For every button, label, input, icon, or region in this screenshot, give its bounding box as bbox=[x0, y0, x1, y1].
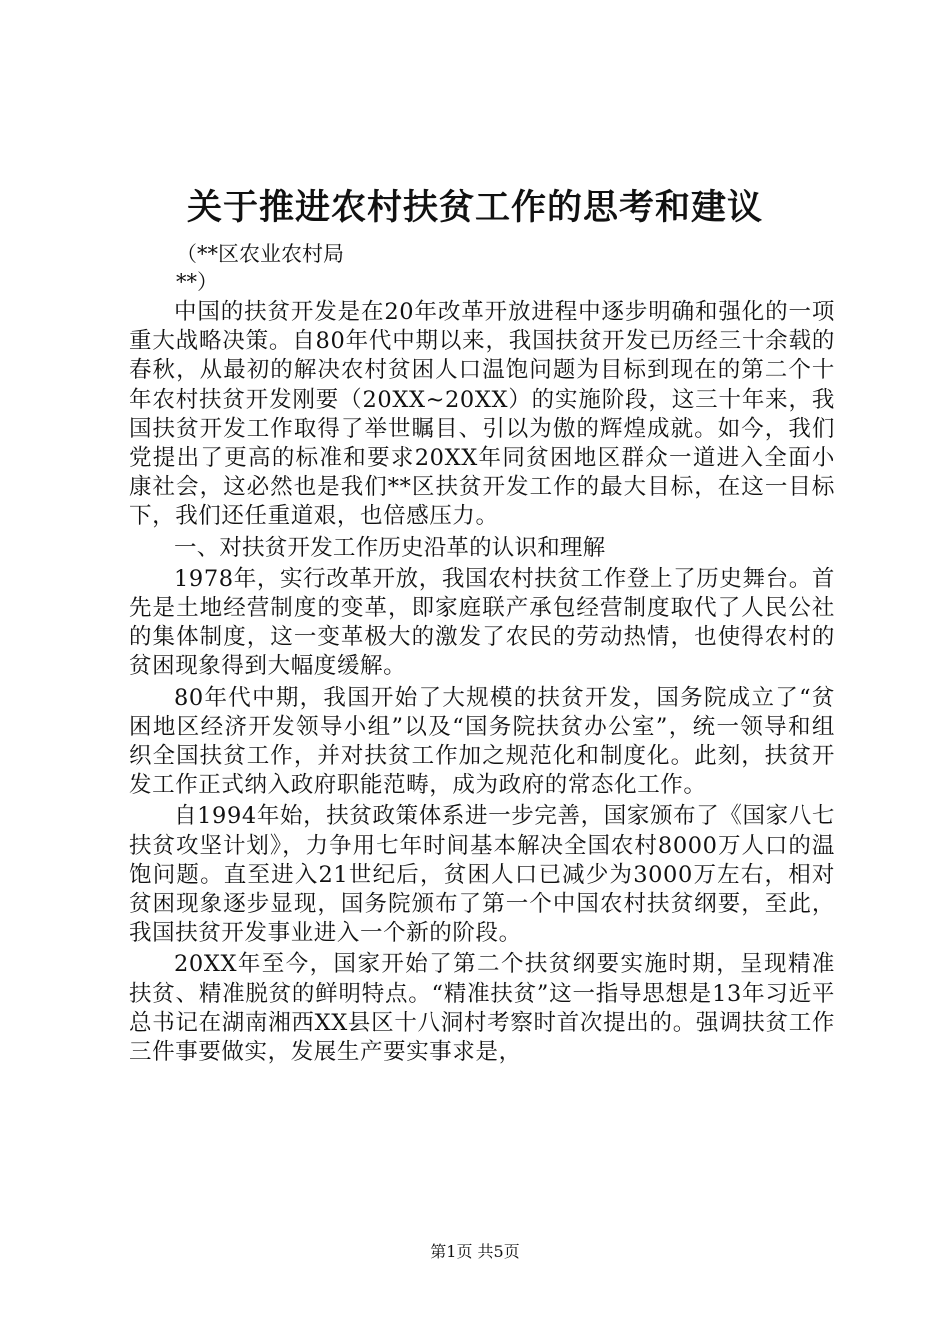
author-line-1: （**区农业农村局 bbox=[176, 242, 344, 266]
paragraph-1994: 自1994年始，扶贫政策体系进一步完善，国家颁布了《国家八七扶贫攻坚计划》，力争用七年时间基本解决全国农村8000万人口的温饱问题。直至进入21世纪后，贫困人口已减少为3000万左右，相对贫困现象逐步显现，国务院颁布了第一个中国农村扶贫纲要，至此，我国扶贫开发事业进入一个新的阶段。 bbox=[129, 803, 835, 947]
paragraph-80s: 80年代中期，我国开始了大规模的扶贫开发，国务院成立了“贫困地区经济开发领导小组”以及“国务院扶贫办公室”，统一领导和组织全国扶贫工作，并对扶贫工作加之规范化和制度化。此刻，扶贫开发工作正式纳入政府职能范畴，成为政府的常态化工作。 bbox=[129, 684, 835, 799]
document-body bbox=[129, 298, 835, 1067]
page-footer: 第1页 共5页 bbox=[430, 1242, 520, 1261]
paragraph-20xx: 20XX年至今，国家开始了第二个扶贫纲要实施时期，呈现精准扶贫、精准脱贫的鲜明特点。“精准扶贫”这一指导思想是13年习近平总书记在湖南湘西XX县区十八洞村考察时首次提出的。强调扶贫工作三件事要做实，发展生产要实事求是， bbox=[129, 951, 835, 1066]
paragraph-1978: 1978年，实行改革开放，我国农村扶贫工作登上了历史舞台。首先是土地经营制度的变革，即家庭联产承包经营制度取代了人民公社的集体制度，这一变革极大的激发了农民的劳动热情，也使得农村的贫困现象得到大幅度缓解。 bbox=[129, 565, 835, 680]
section-heading-1: 一、对扶贫开发工作历史沿革的认识和理解 bbox=[174, 534, 606, 561]
document-title: 关于推进农村扶贫工作的思考和建议 bbox=[186, 187, 763, 228]
author-line-2: **） bbox=[176, 270, 218, 294]
paragraph-intro: 中国的扶贫开发是在20年改革开放进程中逐步明确和强化的一项重大战略决策。自80年代中期以来，我国扶贫开发已历经三十余载的春秋，从最初的解决农村贫困人口温饱问题为目标到现在的第二个十年农村扶贫开发刚要（20XX~20XX）的实施阶段，这三十年来，我国扶贫开发工作取得了举世瞩目、引以为傲的辉煌成就。如今，我们党提出了更高的标准和要求20XX年同贫困地区群众一道进入全面小康社会，这必然也是我们**区扶贫开发工作的最大目标，在这一目标下，我们还任重道艰，也倍感压力。 bbox=[129, 299, 835, 530]
